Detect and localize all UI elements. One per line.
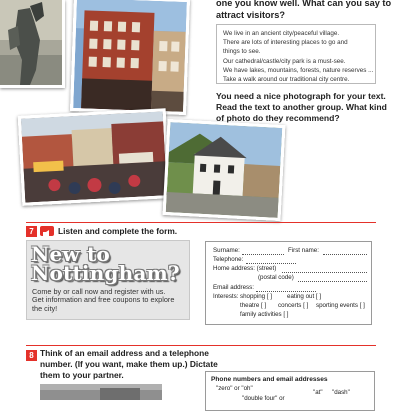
first-name-field[interactable] [323,254,367,255]
idea-line: Our cathedral/castle/city park is a must-see. [223,57,346,65]
task-line-2: Read the text to another group. What kind [216,102,387,112]
family-activities-label: family activities [240,311,282,318]
photo-old-inn [163,119,286,221]
exercise-7-rule [26,222,376,223]
task-line-1: You need a nice photograph for your text. [216,91,386,101]
exercise-7-number: 7 [26,226,37,237]
interest-shopping[interactable] [240,293,272,301]
checkbox[interactable]: [ ] [261,302,267,309]
leaflet-body [32,288,188,313]
photo-desk-fragment [40,384,162,400]
exercise-8-rule [26,345,376,346]
surname-field[interactable] [242,254,284,255]
photo-shopping-street [18,108,171,206]
exercise-8-line: Think of an email address and a telephone [40,348,209,358]
idea-line: We have lakes, mountains, forests, nature reserves ... [223,66,374,74]
theatre-label: theatre [240,302,260,309]
task-text [216,91,387,124]
postal-code-field[interactable] [298,281,367,282]
nottingham-leaflet [26,240,190,320]
leaflet-body-line: the city! [32,303,58,313]
leaflet-title [31,242,190,285]
email-field[interactable] [256,291,316,292]
at-tip: "at" [313,389,323,396]
shopping-label: shopping [240,293,266,300]
task-line-3: of photo do they recommend? [216,113,340,123]
idea-line: Take a walk around our traditional city centre. [223,76,350,84]
postal-code-label: (postal code) [258,274,294,281]
first-name-label: First name: [288,247,319,254]
zero-tip: "zero" or "oh" [216,385,253,392]
photo-red-building [70,0,190,115]
checkbox[interactable]: [ ] [283,311,289,318]
surname-label: Surname: [213,247,240,254]
leaflet-title-line-1: New to [31,242,110,266]
leaflet-body-line: Come by or call now and register with us. [32,287,166,296]
question-line-2: attract visitors? [216,10,285,20]
interest-concerts[interactable] [278,302,308,310]
concerts-label: concerts [278,302,302,309]
checkbox[interactable]: [ ] [266,293,273,300]
exercise-8-line: them to your partner. [40,370,124,380]
leaflet-title-line-2: Nottingham? [31,261,180,285]
idea-line: We live in an ancient city/peaceful village. [223,30,340,37]
street-field[interactable] [282,272,367,273]
audio-icon[interactable] [40,226,54,236]
photo-statue [0,0,65,88]
exercise-7-instruction: Listen and complete the form. [58,226,178,236]
idea-line: things to see. [223,48,261,56]
interests-label: Interests: [213,293,239,300]
home-address-label: Home address: (street) [213,265,277,272]
checkbox[interactable]: [ ] [303,302,309,309]
exercise-8-line: number. (If you want, make them up.) Dictate [40,359,218,369]
idea-line: There are lots of interesting places to go and [223,39,348,47]
phone-box-title: Phone numbers and email addresses [211,376,328,383]
ideas-box [216,24,376,84]
leaflet-body-line: Get information and free coupons to explore [32,295,175,305]
checkbox[interactable]: [ ] [359,302,365,309]
double-tip: "double four" or [242,395,285,402]
interest-eating-out[interactable] [287,293,321,301]
eating-out-label: eating out [287,293,315,300]
question-line-1: one you know well. What can you say to [216,0,392,8]
phone-email-tips-box [205,371,375,411]
interest-family-activities[interactable] [240,311,289,319]
telephone-field[interactable] [246,263,296,264]
sporting-events-label: sporting events [316,302,358,309]
registration-form [205,241,372,325]
checkbox[interactable]: [ ] [315,293,322,300]
question-text [216,0,391,21]
email-label: Email address: [213,284,254,291]
exercise-8-number: 8 [26,350,37,361]
interest-sporting-events[interactable] [316,302,365,310]
telephone-label: Telephone: [213,256,244,263]
interest-theatre[interactable] [240,302,266,310]
dash-tip: "dash" [332,389,350,396]
exercise-8-instruction [40,348,218,381]
